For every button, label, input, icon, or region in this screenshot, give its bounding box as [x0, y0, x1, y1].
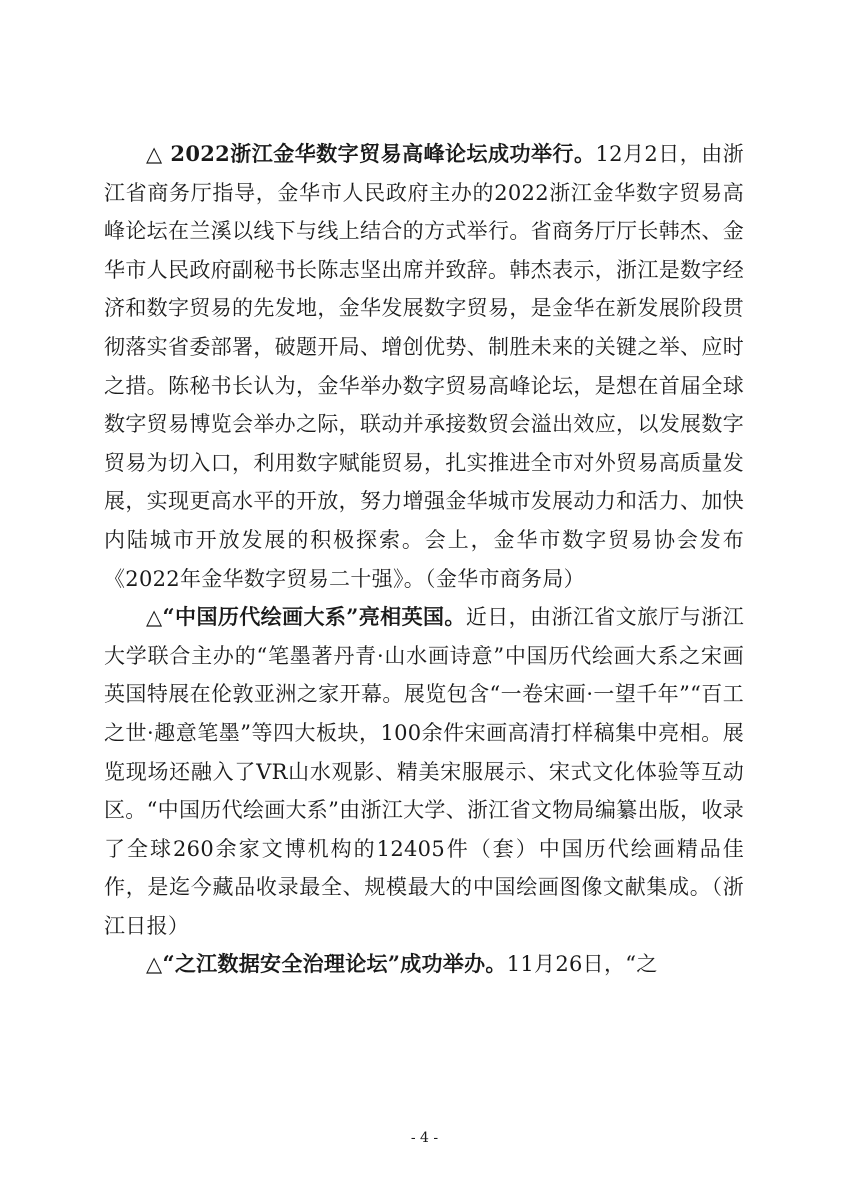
news-headline: △ 2022浙江金华数字贸易高峰论坛成功举行。 — [146, 141, 596, 166]
news-headline: △“中国历代绘画大系”亮相英国。 — [146, 604, 466, 630]
news-headline: △“之江数据安全治理论坛”成功举办。 — [146, 951, 507, 977]
news-body: 12月2日，由浙江省商务厅指导，金华市人民政府主办的2022浙江金华数字贸易高峰论坛在兰溪以线下与线上结合的方式举行。省商务厅厅长韩杰、金华市人民政府副秘书长陈志坚出席并致辞。韩杰表示，浙江是数字经济和数字贸易的先发地，金华发展数字贸易，是金华在新发展阶段贯彻落实省委部署，破题开局、增创优势、制胜未来的关键之举、应时之措。陈秘书长认为，金华举办数字贸易高峰论坛，是想在首届全球数字贸易博览会举办之际，联动并承接数贸会溢出效应，以发展数字贸易为切入口，利用数字赋能贸易，扎实推进全市对外贸易高质量发展，实现更高水平的开放，努力增强金华城市发展动力和活力、加快内陆城市开放发展的积极探索。会上，金华市数字贸易协会发布《2022年金华数字贸易二十强》。（金华市商务局） — [104, 142, 745, 591]
news-body: 11月26日，“之 — [506, 952, 658, 977]
news-item-data-security-forum — [104, 945, 744, 984]
news-body: 近日，由浙江省文旅厅与浙江大学联合主办的“笔墨著丹青·山水画诗意”中国历代绘画大系之宋画英国特展在伦敦亚洲之家开幕。展览包含“一卷宋画·一望千年”“百工之世·趣意笔墨”等四大板块，100余件宋画高清打样稿集中亮相。展览现场还融入了VR山水观影、精美宋服展示、宋式文化体验等互动区。“中国历代绘画大系”由浙江大学、浙江省文物局编纂出版，收录了全球260余家文博机构的12405件（套）中国历代绘画精品佳作，是迄今藏品收录最全、规模最大的中国绘画图像文献集成。（浙江日报） — [104, 605, 744, 938]
news-item-painting-exhibition — [104, 598, 744, 945]
document-body — [104, 135, 744, 984]
page-number: - 4 - — [410, 1130, 439, 1146]
news-item-digital-trade-forum — [104, 135, 744, 598]
